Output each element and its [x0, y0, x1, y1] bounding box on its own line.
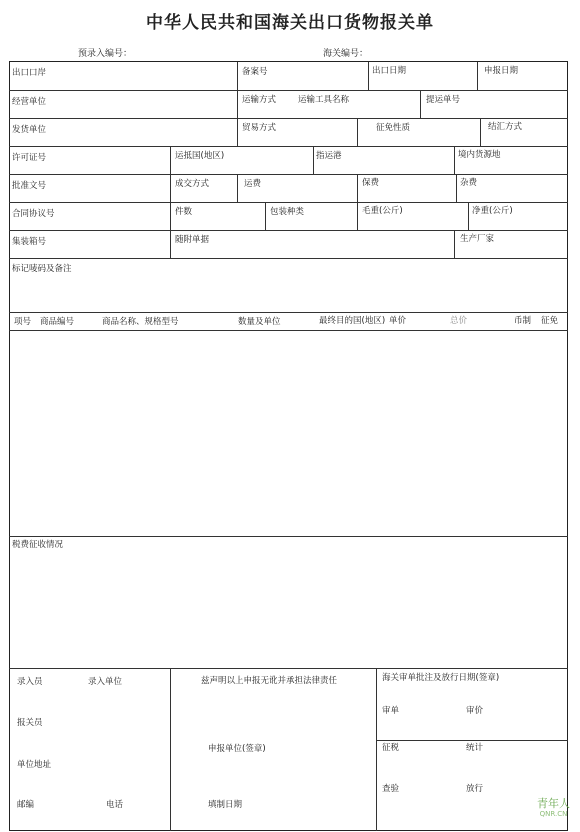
- goods-item-no-header: 项号: [14, 317, 32, 327]
- transport-name-label: 运输工具名称: [298, 95, 350, 105]
- destination-port-label: 指运港: [316, 151, 342, 161]
- manufacturer-label: 生产厂家: [460, 234, 495, 244]
- goods-unit-price-header: 单价: [389, 316, 407, 326]
- levy-nature-label: 征免性质: [376, 123, 411, 133]
- release-label: 放行: [466, 784, 484, 794]
- declaration-form-frame: [9, 61, 568, 831]
- customs-approval-label: 海关审单批注及放行日期(签章): [382, 673, 500, 683]
- container-number-label: 集装箱号: [12, 237, 47, 247]
- destination-country-label: 运抵国(地区): [175, 151, 225, 161]
- goods-total-price-header: 总价: [450, 316, 468, 326]
- goods-hs-code-header: 商品编号: [40, 317, 75, 327]
- license-number-label: 许可证号: [12, 153, 47, 163]
- freight-label: 运费: [244, 179, 262, 189]
- statistics-label: 统计: [466, 743, 484, 753]
- entry-unit-label: 录入单位: [88, 677, 123, 687]
- net-weight-label: 净重(公斤): [472, 206, 513, 216]
- entry-clerk-label: 录入员: [17, 677, 43, 687]
- business-unit-label: 经营单位: [12, 97, 47, 107]
- transport-mode-label: 运输方式: [242, 95, 277, 105]
- declarant-label: 报关员: [17, 718, 43, 728]
- bill-number-label: 提运单号: [426, 95, 461, 105]
- review-label: 审单: [382, 706, 400, 716]
- legal-statement: 兹声明以上申报无讹并承担法律责任: [201, 676, 338, 686]
- goods-levy-header: 征免: [541, 316, 559, 326]
- form-title: 中华人民共和国海关出口货物报关单: [146, 13, 434, 33]
- pricing-label: 审价: [466, 706, 484, 716]
- approval-number-label: 批准文号: [12, 181, 47, 191]
- export-port-label: 出口口岸: [12, 68, 47, 78]
- site-watermark: [537, 798, 570, 820]
- goods-qty-unit-header: 数量及单位: [238, 317, 281, 327]
- record-number-label: 备案号: [242, 67, 268, 77]
- watermark-text: 青年人: [537, 797, 570, 810]
- pre-entry-number-label: 预录入编号：: [78, 49, 133, 59]
- inspection-label: 查验: [382, 784, 400, 794]
- marks-remarks-label: 标记唛码及备注: [12, 264, 72, 274]
- phone-label: 电话: [106, 800, 124, 810]
- customs-number-label: 海关编号：: [323, 49, 369, 59]
- fill-date-label: 填制日期: [208, 800, 243, 810]
- insurance-label: 保费: [362, 178, 380, 188]
- declare-date-label: 申报日期: [484, 66, 519, 76]
- consignor-label: 发货单位: [12, 125, 47, 135]
- postcode-label: 邮编: [17, 800, 35, 810]
- gross-weight-label: 毛重(公斤): [362, 206, 403, 216]
- goods-currency-header: 币制: [514, 316, 532, 326]
- domestic-source-label: 境内货源地: [458, 150, 501, 160]
- tax-collection-label: 税费征收情况: [12, 540, 64, 550]
- settlement-mode-label: 结汇方式: [488, 122, 523, 132]
- export-date-label: 出口日期: [372, 66, 407, 76]
- goods-final-dest-header: 最终目的国(地区): [319, 316, 386, 326]
- goods-name-spec-header: 商品名称、规格型号: [102, 317, 179, 327]
- deal-mode-label: 成交方式: [175, 179, 210, 189]
- attached-docs-label: 随附单据: [175, 235, 210, 245]
- misc-fee-label: 杂费: [460, 178, 478, 188]
- watermark-site: QNR.CN: [539, 810, 568, 818]
- contract-number-label: 合同协议号: [12, 209, 55, 219]
- tax-levy-label: 征税: [382, 743, 400, 753]
- unit-address-label: 单位地址: [17, 760, 52, 770]
- pieces-label: 件数: [175, 207, 193, 217]
- trade-mode-label: 贸易方式: [242, 123, 277, 133]
- package-type-label: 包装种类: [270, 207, 305, 217]
- declaring-unit-label: 申报单位(签章): [208, 744, 266, 754]
